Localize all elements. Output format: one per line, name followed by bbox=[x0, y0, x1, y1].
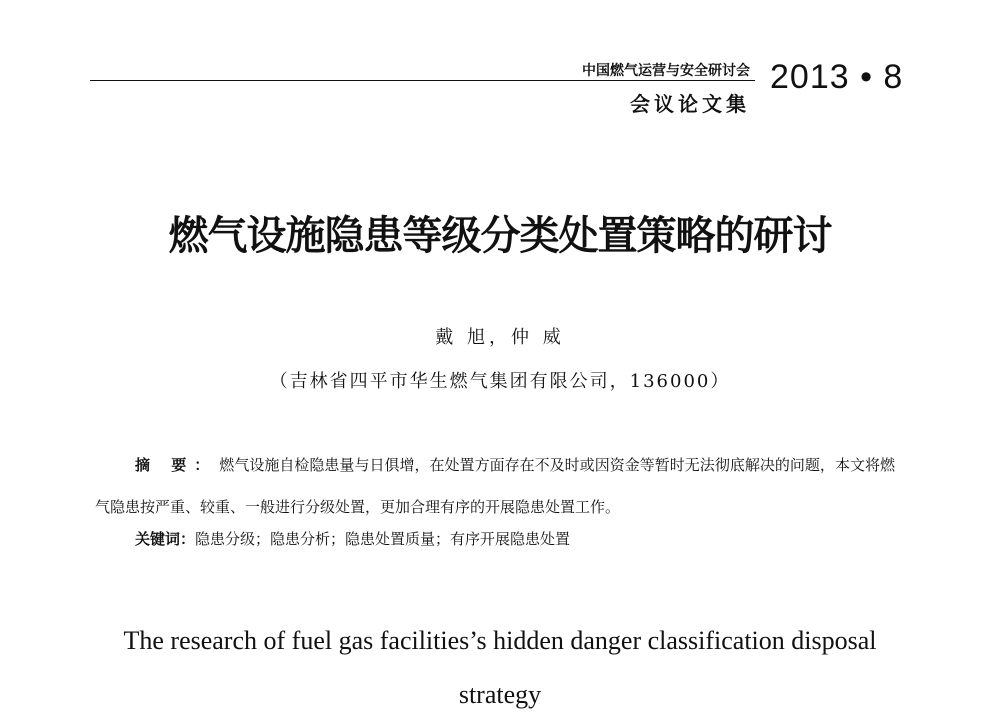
journal-header bbox=[0, 0, 1000, 120]
authors: 戴 旭，仲 威 bbox=[435, 327, 565, 348]
english-title-line1: The research of fuel gas facilities’s hidden danger classification disposal bbox=[123, 626, 877, 655]
english-title-line2: strategy bbox=[458, 680, 542, 709]
keywords bbox=[135, 528, 570, 549]
abstract bbox=[95, 444, 895, 528]
paper-title: 燃气设施隐患等级分类处置策略的研讨 bbox=[168, 212, 832, 259]
keywords-label: 关键词： bbox=[135, 530, 196, 548]
english-title bbox=[0, 614, 1000, 722]
issue-number: 2013 • 8 bbox=[770, 58, 904, 96]
affiliation: （吉林省四平市华生燃气集团有限公司，136000） bbox=[269, 371, 731, 392]
header-rule bbox=[90, 80, 755, 81]
abstract-text: 燃气设施自检隐患量与日俱增，在处置方面存在不及时或因资金等暂时无法彻底解决的问题，本文将燃气隐患按严重、较重、一般进行分级处置，更加合理有序的开展隐患处置工作。 bbox=[95, 456, 895, 516]
keywords-text: 隐患分级；隐患分析；隐患处置质量；有序开展隐患处置 bbox=[195, 530, 571, 548]
conference-name: 中国燃气运营与安全研讨会 bbox=[582, 63, 750, 79]
proceedings-label: 会议论文集 bbox=[630, 92, 750, 116]
abstract-label: 摘 要： bbox=[135, 456, 218, 474]
